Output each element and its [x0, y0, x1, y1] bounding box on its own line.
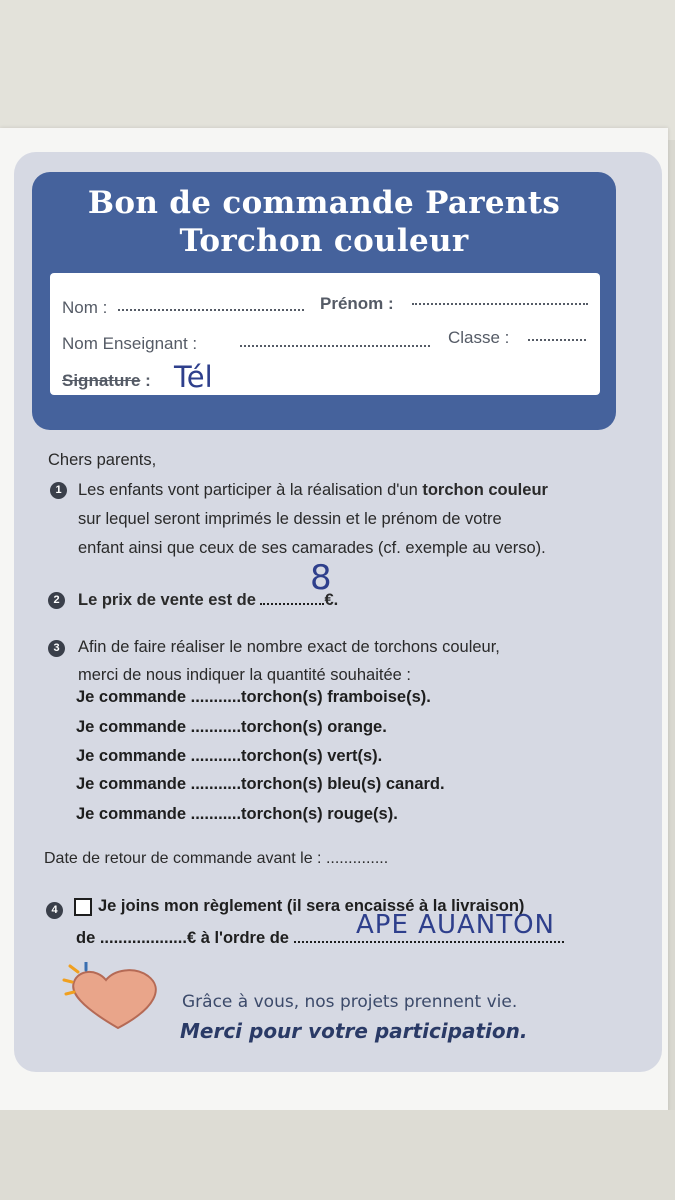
price-text: Le prix de vente est de — [78, 591, 261, 609]
order-line-vert[interactable]: Je commande ...........torchon(s) vert(s). — [76, 747, 383, 765]
return-date-line[interactable]: Date de retour de commande avant le : .............. — [44, 850, 389, 867]
step-badge-4: 4 — [46, 902, 63, 919]
prenom-field[interactable] — [412, 303, 588, 305]
background-wall — [0, 0, 675, 140]
price-line — [78, 586, 338, 614]
item3-line1: Afin de faire réaliser le nombre exact de torchons couleur, — [78, 638, 500, 656]
nom-label: Nom : — [62, 298, 108, 317]
item1-line3: enfant ainsi que ceux de ses camarades (cf. exemple au verso). — [78, 539, 546, 557]
order-line-rouge[interactable]: Je commande ...........torchon(s) rouge(s). — [76, 805, 398, 823]
item1-line1-bold: torchon couleur — [422, 481, 548, 499]
order-line-framboise[interactable]: Je commande ...........torchon(s) framboise(s). — [76, 688, 431, 706]
signature-handwritten: Tél — [174, 360, 213, 394]
item1-line2: sur lequel seront imprimés le dessin et le prénom de votre — [78, 510, 502, 528]
item3-line2: merci de nous indiquer la quantité souhaitée : — [78, 666, 411, 684]
step-badge-2: 2 — [48, 592, 65, 609]
enseignant-label: Nom Enseignant : — [62, 334, 198, 353]
step-badge-3: 3 — [48, 640, 65, 657]
signature-label: Signature — [62, 371, 141, 390]
order-line-bleu-canard[interactable]: Je commande ...........torchon(s) bleu(s) canard. — [76, 775, 445, 793]
payment-line1: Je joins mon règlement (il sera encaissé à la livraison) — [98, 897, 525, 915]
price-handwritten: 8 — [310, 558, 332, 598]
step-badge-1: 1 — [50, 482, 67, 499]
classe-field[interactable] — [528, 339, 586, 341]
signature-colon: : — [145, 371, 151, 390]
item1-line1 — [78, 476, 548, 504]
nom-field[interactable] — [118, 309, 304, 311]
enseignant-field[interactable] — [240, 345, 430, 347]
price-suffix: €. — [324, 591, 339, 609]
title-line-1: Bon de commande Parents — [87, 185, 561, 221]
payment-line2-text: de ...................€ à l'ordre de — [76, 929, 294, 947]
title-line-2: Torchon couleur — [179, 223, 469, 259]
payee-handwritten: APE AUANTON — [356, 910, 556, 940]
classe-label: Classe : — [448, 328, 510, 347]
footer-thanks-line2: Merci pour votre participation. — [180, 1019, 528, 1043]
greeting: Chers parents, — [48, 451, 157, 469]
signature-label-group — [62, 371, 151, 391]
footer-thanks-line1: Grâce à vous, nos projets prennent vie. — [182, 992, 518, 1012]
page-title — [32, 184, 616, 260]
heart-icon — [60, 962, 172, 1034]
table-surface — [0, 1110, 675, 1200]
prenom-label: Prénom : — [320, 294, 394, 313]
item1-line1-text: Les enfants vont participer à la réalisation d'un — [78, 481, 423, 499]
payment-checkbox[interactable] — [74, 898, 92, 916]
order-line-orange[interactable]: Je commande ...........torchon(s) orange. — [76, 718, 387, 736]
